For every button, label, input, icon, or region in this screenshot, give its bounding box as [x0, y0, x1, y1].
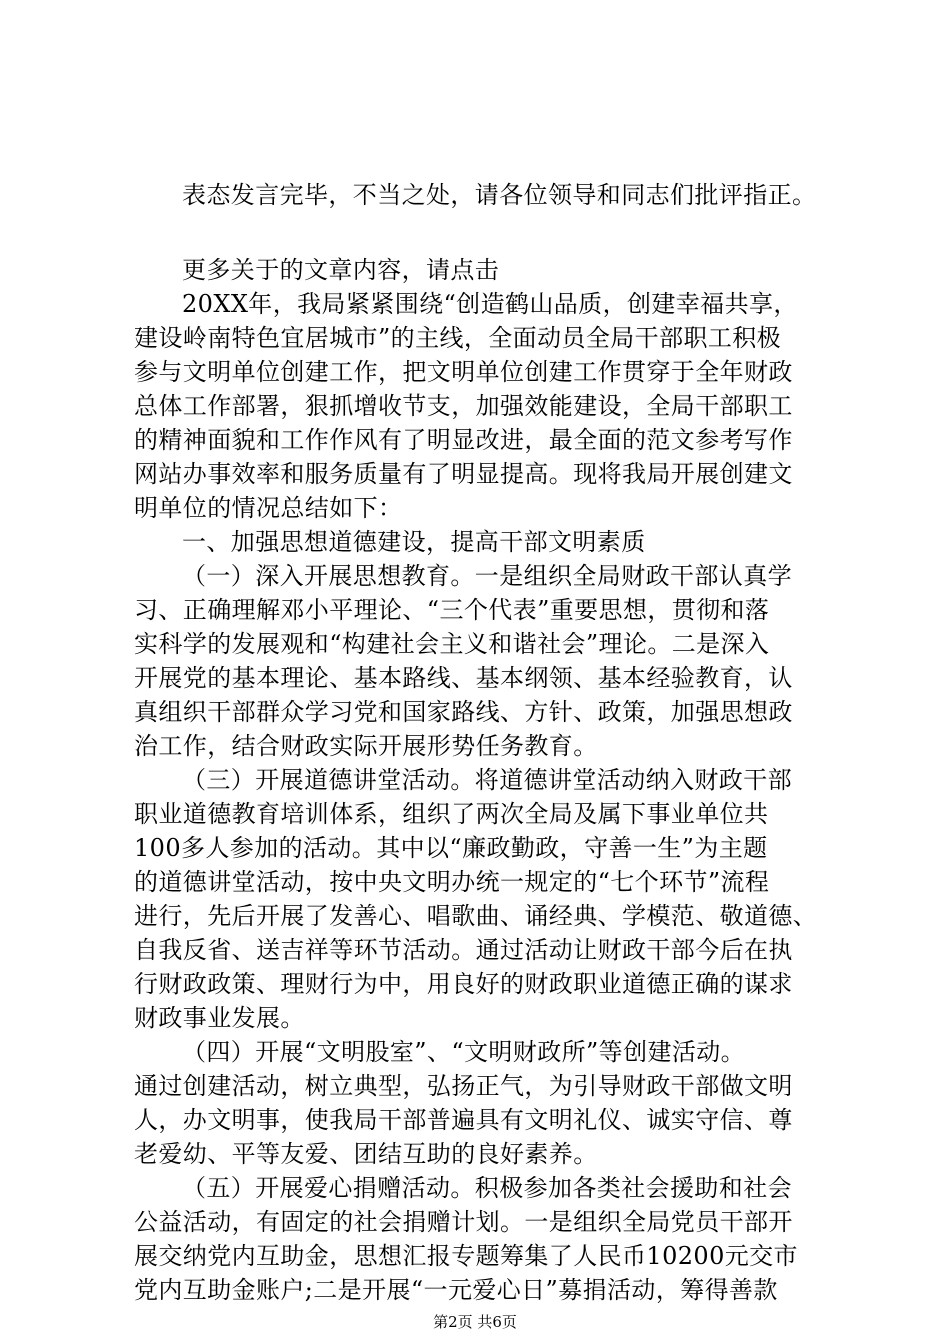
section-heading: 一、加强思想道德建设，提高干部文明素质 [182, 528, 646, 556]
closing-line: 表态发言完毕，不当之处，请各位领导和同志们批评指正。 [182, 181, 817, 209]
body-line: 实科学的发展观和“构建社会主义和谐社会”理论。二是深入 [134, 630, 770, 658]
page-number-footer: 第2页 共6页 [433, 1313, 517, 1331]
body-line: 党内互助金账户;二是开展“一元爱心日”募捐活动，筹得善款 [134, 1276, 778, 1304]
body-line: 职业道德教育培训体系，组织了两次全局及属下事业单位共 [134, 800, 769, 828]
body-line: （三）开展道德讲堂活动。将道德讲堂活动纳入财政干部 [182, 766, 792, 794]
body-line: （五）开展爱心捐赠活动。积极参加各类社会援助和社会 [182, 1174, 792, 1202]
body-line: 习、正确理解邓小平理论、“三个代表”重要思想，贯彻和落 [134, 596, 770, 624]
body-line: 公益活动，有固定的社会捐赠计划。一是组织全局党员干部开 [134, 1208, 793, 1236]
body-line: 展交纳党内互助金，思想汇报专题筹集了人民币10200元交市 [134, 1242, 798, 1270]
body-line: （一）深入开展思想教育。一是组织全局财政干部认真学 [182, 562, 792, 590]
body-line: 行财政政策、理财行为中，用良好的财政职业道德正确的谋求 [134, 970, 793, 998]
body-line: 财政事业发展。 [134, 1004, 305, 1032]
body-line: 参与文明单位创建工作，把文明单位创建工作贯穿于全年财政 [134, 358, 793, 386]
body-line: 进行，先后开展了发善心、唱歌曲、诵经典、学模范、敬道德、 [134, 902, 818, 930]
body-line: （四）开展“文明股室”、“文明财政所”等创建活动。 [182, 1038, 746, 1066]
body-line: 真组织干部群众学习党和国家路线、方针、政策，加强思想政 [134, 698, 793, 726]
body-line: 治工作，结合财政实际开展形势任务教育。 [134, 732, 598, 760]
body-line: 明单位的情况总结如下： [134, 494, 403, 522]
body-line: 建设岭南特色宜居城市”的主线，全面动员全局干部职工积极 [134, 324, 782, 352]
body-line: 的道德讲堂活动，按中央文明办统一规定的“七个环节”流程 [134, 868, 770, 896]
body-line: 通过创建活动，树立典型，弘扬正气，为引导财政干部做文明 [134, 1072, 793, 1100]
body-line: 的精神面貌和工作作风有了明显改进，最全面的范文参考写作 [134, 426, 793, 454]
body-line: 开展党的基本理论、基本路线、基本纲领、基本经验教育，认 [134, 664, 793, 692]
body-line: 自我反省、送吉祥等环节活动。通过活动让财政干部今后在执 [134, 936, 793, 964]
body-line: 20XX年，我局紧紧围绕“创造鹤山品质，创建幸福共享， [182, 290, 798, 318]
body-line: 总体工作部署，狠抓增收节支，加强效能建设，全局干部职工 [134, 392, 793, 420]
body-line: 100多人参加的活动。其中以“廉政勤政，守善一生”为主题 [134, 834, 768, 862]
body-line: 网站办事效率和服务质量有了明显提高。现将我局开展创建文 [134, 460, 793, 488]
more-articles-link[interactable]: 更多关于的文章内容，请点击 [182, 256, 500, 284]
body-line: 老爱幼、平等友爱、团结互助的良好素养。 [134, 1140, 598, 1168]
body-line: 人，办文明事，使我局干部普遍具有文明礼仪、诚实守信、尊 [134, 1106, 793, 1134]
